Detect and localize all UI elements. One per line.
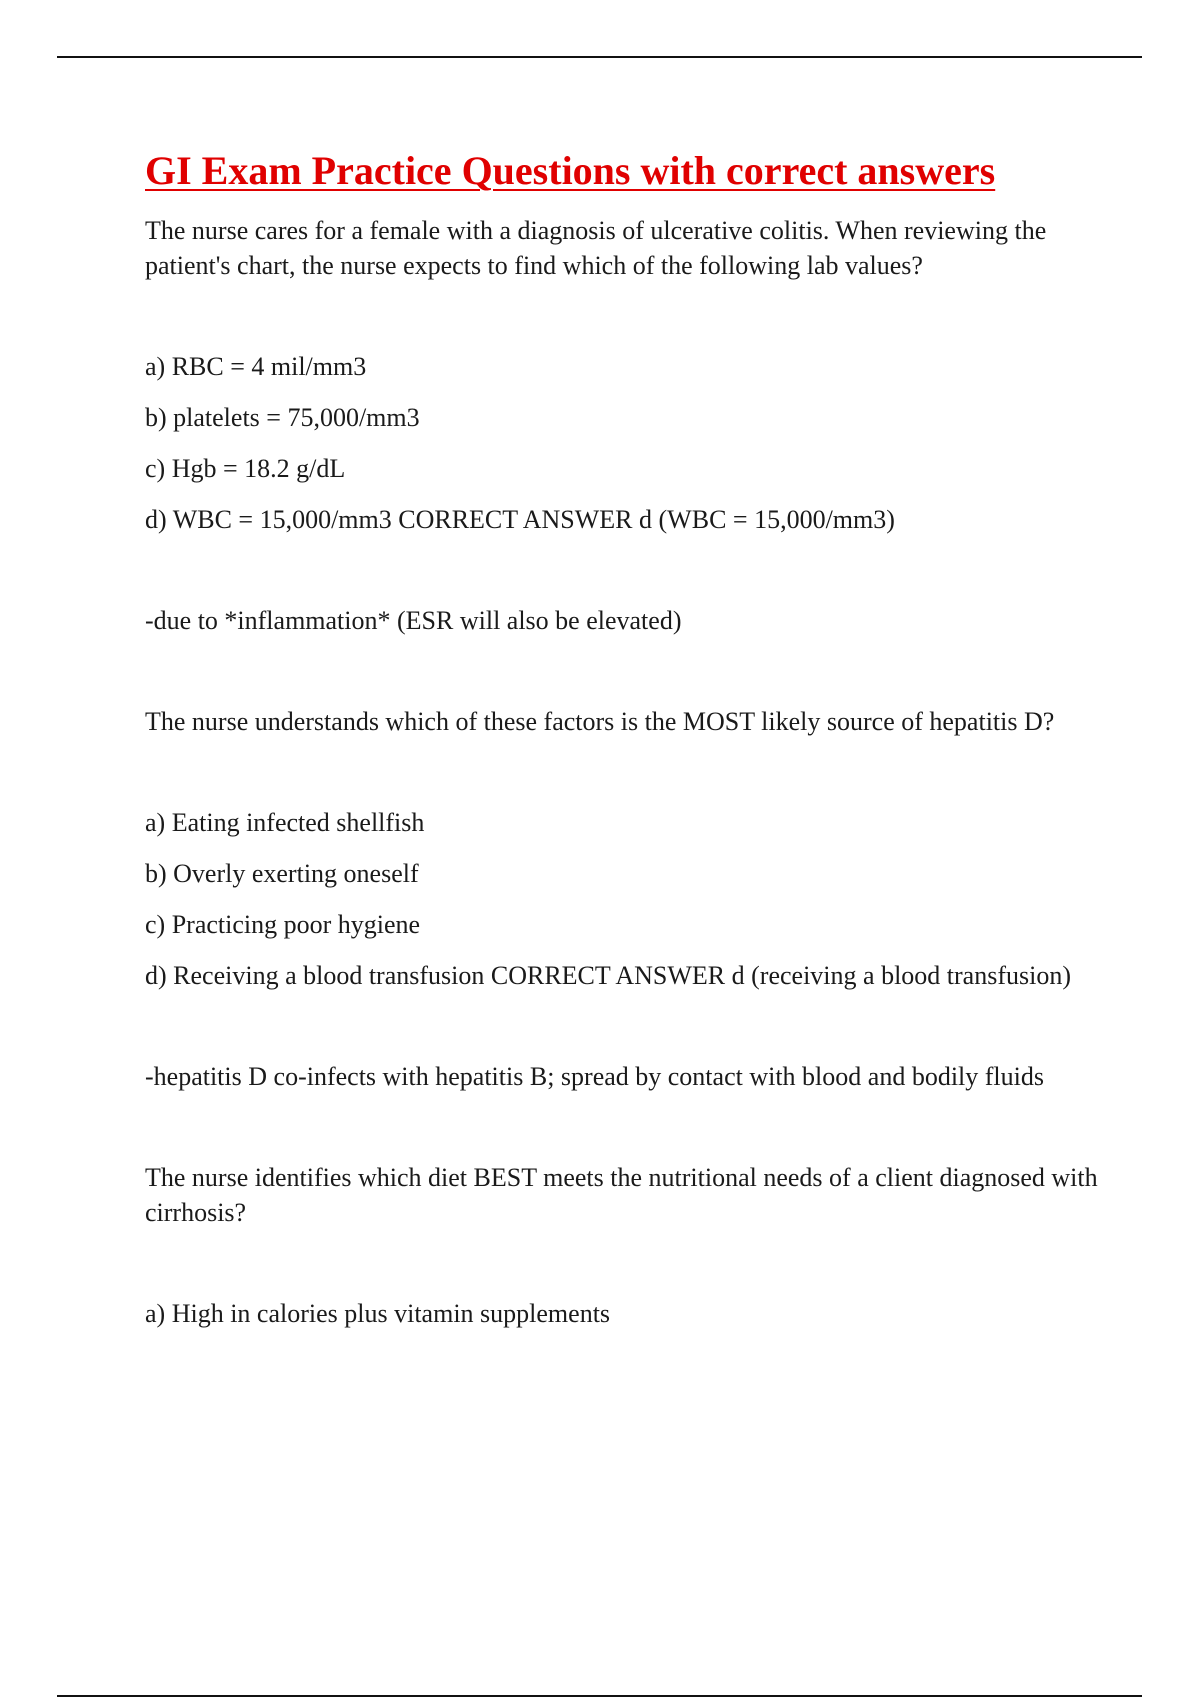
question-2-stem: The nurse understands which of these factors is the MOST likely source of hepatitis D? xyxy=(145,707,1055,736)
document-title: GI Exam Practice Questions with correct answers xyxy=(145,148,996,193)
question-1-option-a: a) RBC = 4 mil/mm3 xyxy=(145,352,367,381)
footer-rule xyxy=(57,1695,1142,1697)
question-1-rationale: -due to *inflammation* (ESR will also be elevated) xyxy=(145,606,682,635)
question-2-option-b: b) Overly exerting oneself xyxy=(145,859,419,888)
question-2-option-d: d) Receiving a blood transfusion CORRECT ANSWER d (receiving a blood transfusion) xyxy=(145,961,1071,990)
question-1-option-c: c) Hgb = 18.2 g/dL xyxy=(145,454,346,483)
question-2-option-c: c) Practicing poor hygiene xyxy=(145,910,421,939)
question-3-stem: The nurse identifies which diet BEST meets the nutritional needs of a client diagnosed with cirrhosis? xyxy=(145,1163,1098,1227)
header-rule xyxy=(57,56,1142,58)
document-body xyxy=(145,145,1105,1331)
question-1-stem: The nurse cares for a female with a diagnosis of ulcerative colitis. When reviewing the patient's chart, the nurse expects to find which of the following lab values? xyxy=(145,216,1047,280)
question-1-option-d: d) WBC = 15,000/mm3 CORRECT ANSWER d (WBC = 15,000/mm3) xyxy=(145,505,895,534)
question-3-option-a: a) High in calories plus vitamin supplements xyxy=(145,1299,611,1328)
question-2-option-a: a) Eating infected shellfish xyxy=(145,808,425,837)
question-2-rationale: -hepatitis D co-infects with hepatitis B; spread by contact with blood and bodily fluids xyxy=(145,1062,1044,1091)
question-1-option-b: b) platelets = 75,000/mm3 xyxy=(145,403,420,432)
